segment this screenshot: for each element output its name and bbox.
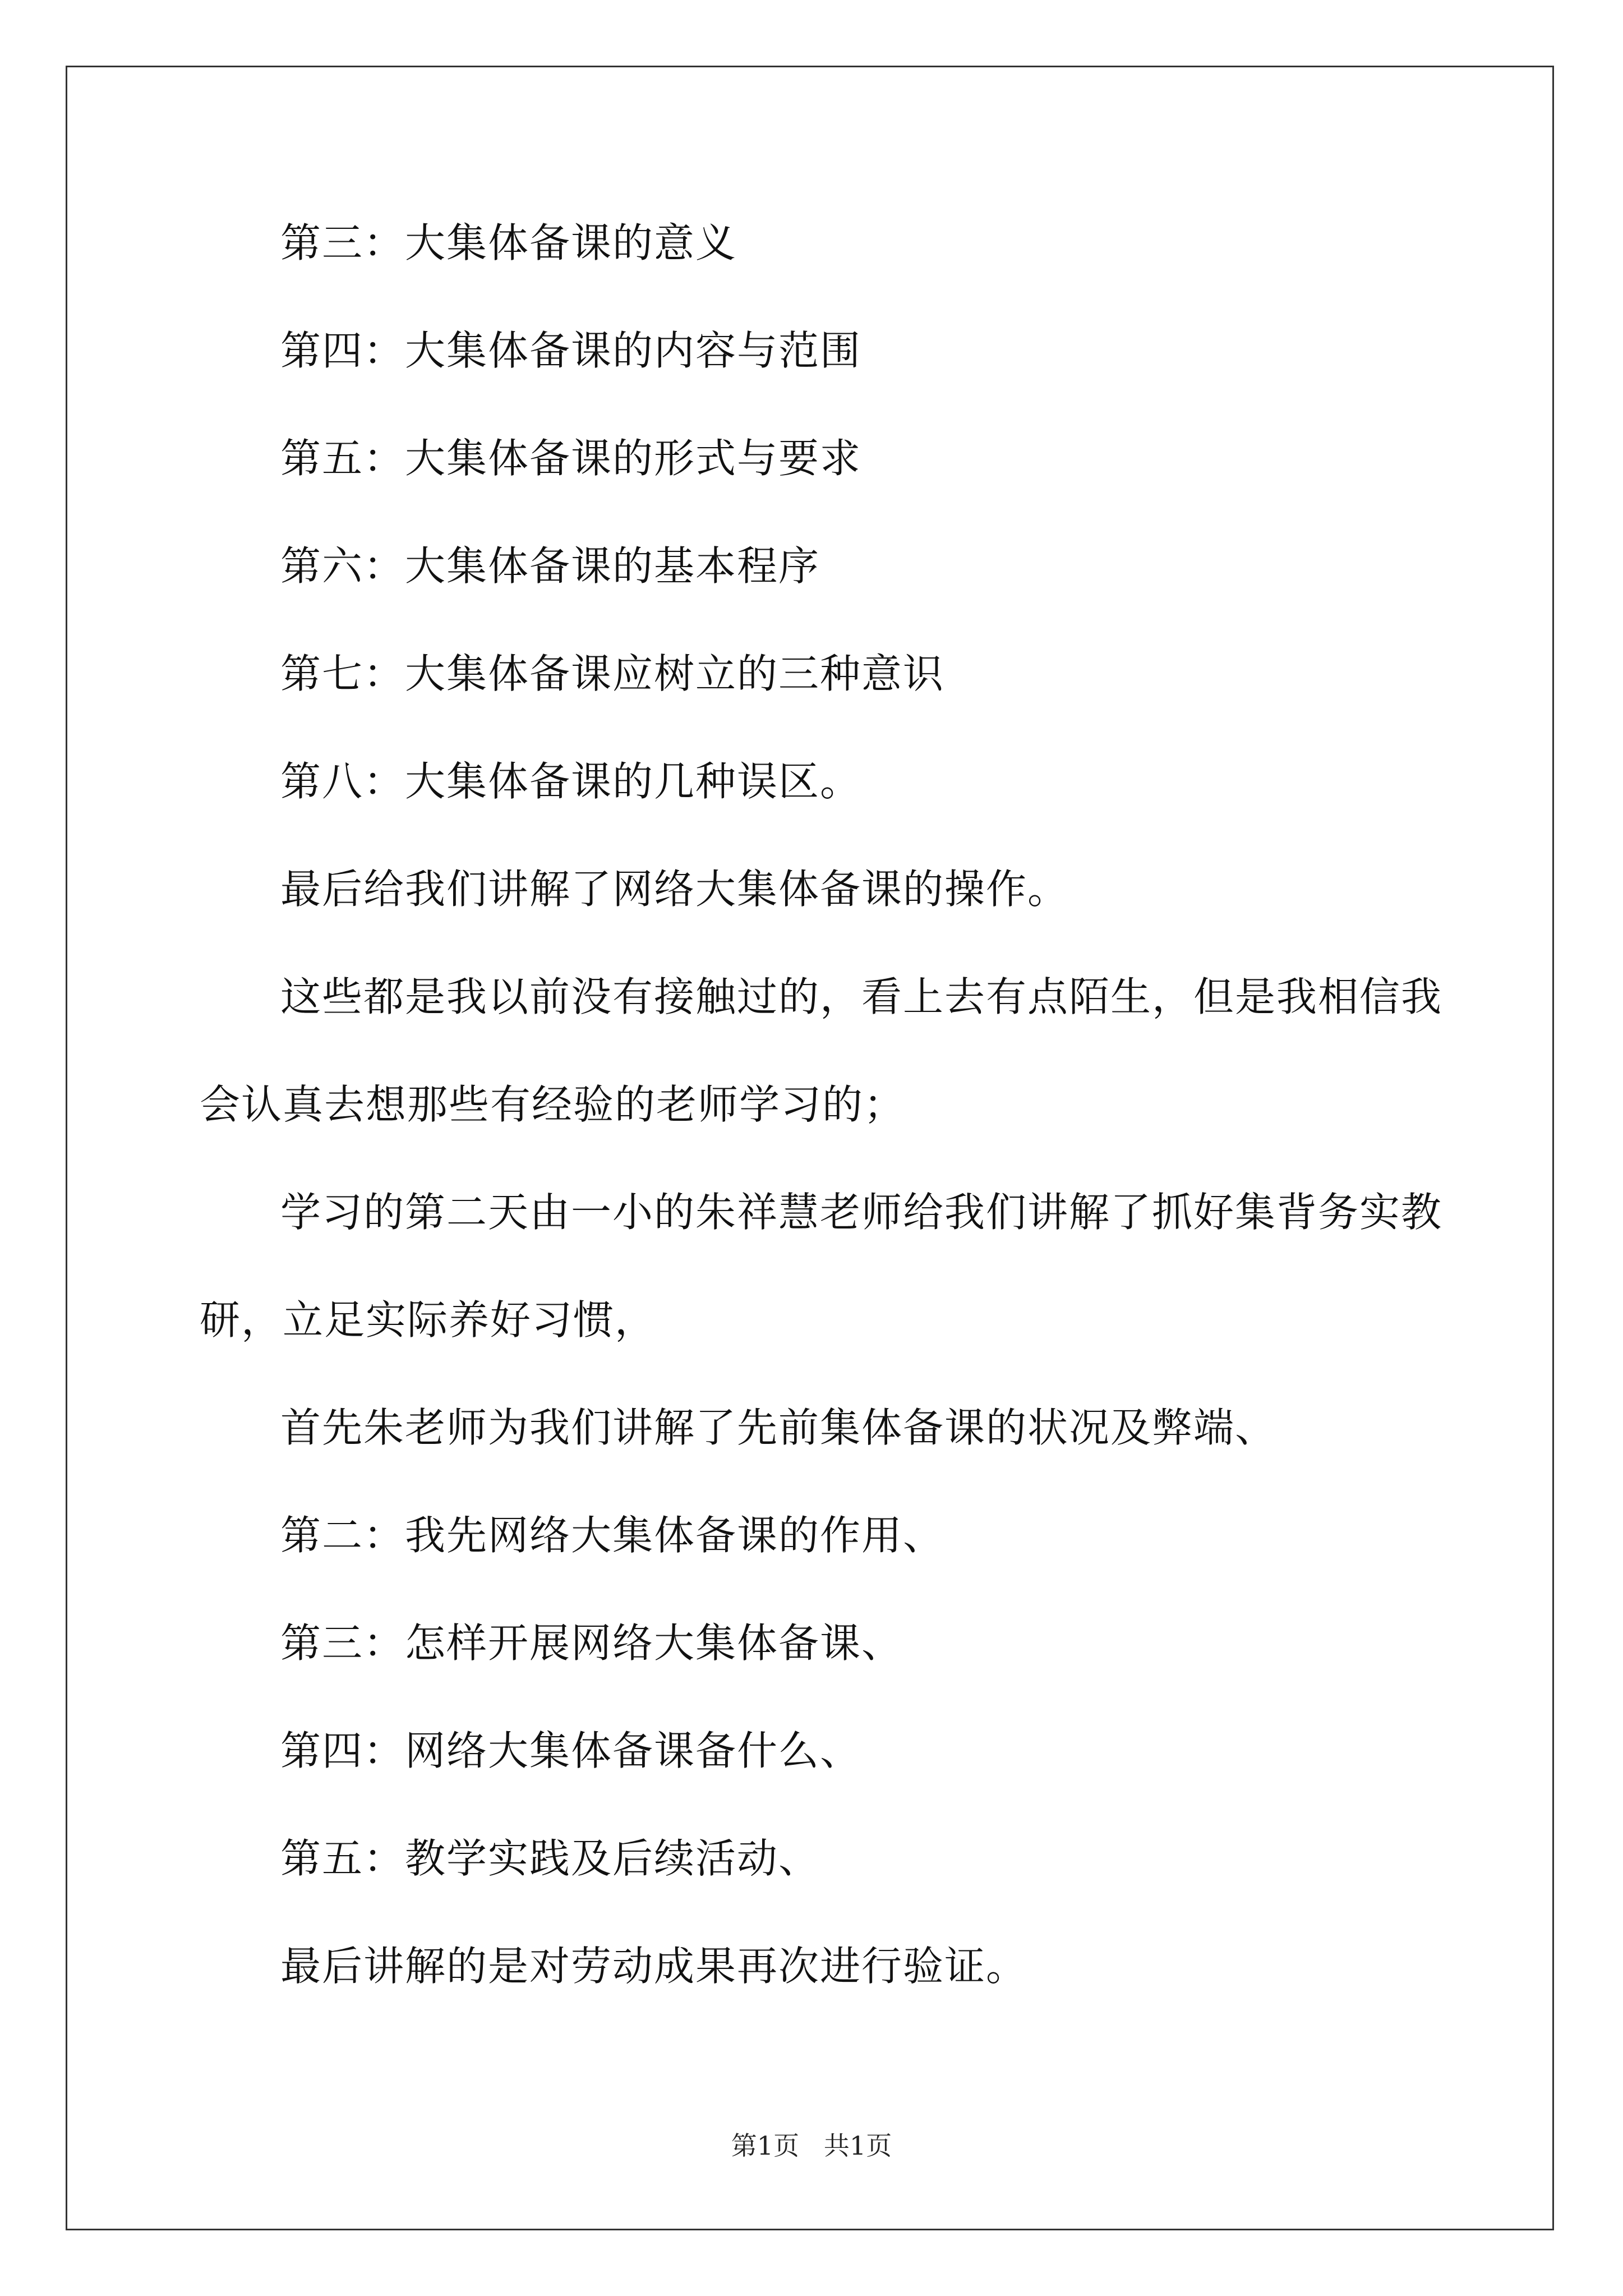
paragraph: 首先朱老师为我们讲解了先前集体备课的状况及弊端、: [280, 1404, 1277, 1451]
paragraph: 第五：教学实践及后续活动、: [280, 1835, 820, 1882]
document-body: [200, 219, 1443, 2053]
paragraph: 第三：怎样开展网络大集体备课、: [280, 1619, 903, 1667]
paragraph: 最后讲解的是对劳动成果再次进行验证。: [280, 1943, 1028, 1990]
paragraph-continuation: 会认真去想那些有经验的老师学习的；: [200, 1081, 906, 1128]
paragraph: 最后给我们讲解了网络大集体备课的操作。: [280, 866, 1069, 913]
paragraph: 第二：我先网络大集体备课的作用、: [280, 1512, 945, 1559]
paragraph: 第八：大集体备课的几种误区。: [280, 758, 862, 805]
paragraph: 第五：大集体备课的形式与要求: [280, 435, 862, 482]
paragraph: 第四：网络大集体备课备什么、: [280, 1727, 862, 1774]
paragraph: 第三：大集体备课的意义: [280, 219, 737, 266]
paragraph-continuation: 研，立足实际养好习惯，: [200, 1296, 657, 1343]
paragraph: 第六：大集体备课的基本程序: [280, 542, 820, 590]
page-number-footer: 第1页 共1页: [731, 2131, 892, 2161]
paragraph: 第四：大集体备课的内容与范围: [280, 327, 862, 374]
paragraph: 这些都是我以前没有接触过的，看上去有点陌生，但是我相信我: [280, 973, 1443, 1020]
paragraph: 学习的第二天由一小的朱祥慧老师给我们讲解了抓好集背务实教: [280, 1189, 1443, 1236]
paragraph: 第七：大集体备课应树立的三种意识: [280, 650, 945, 697]
